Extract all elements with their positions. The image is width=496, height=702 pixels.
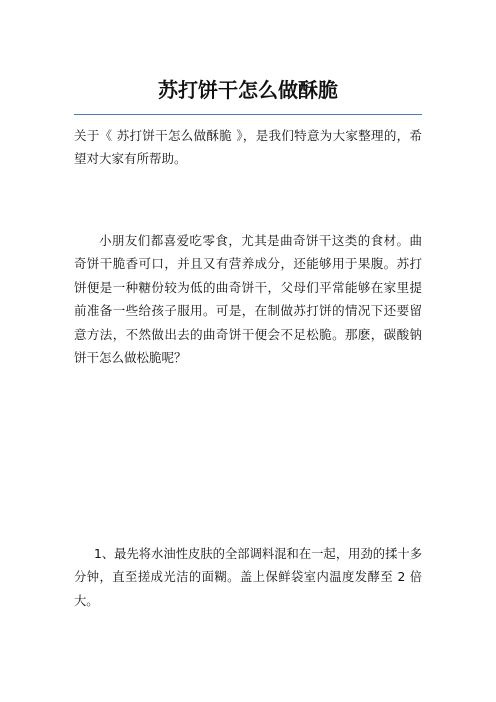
title-divider bbox=[74, 114, 422, 115]
step-paragraph: 1、最先将水油性皮肤的全部调料混和在一起，用劲的揉十多分钟，直至搓成光洁的面糊。盖上保鲜袋室内温度发酵至 2 倍大。 bbox=[74, 547, 422, 608]
body-paragraph: 小朋友们都喜爱吃零食，尤其是曲奇饼干这类的食材。曲奇饼干脆香可口，并且又有营养成分，还能够用于果腹。苏打饼便是一种糖份较为低的曲奇饼干，父母们平常能够在家里提前准备一些给孩子服用。可是，在制做苏打饼的情况下还要留意方法，不然做出去的曲奇饼干便会不足松脆。那麽，碳酸钠饼干怎么做松脆呢？ bbox=[74, 233, 422, 366]
intro-paragraph: 关于《 苏打饼干怎么做酥脆 》，是我们特意为大家整理的，希望对大家有所帮助。 bbox=[74, 128, 422, 167]
document-title: 苏打饼干怎么做酥脆 bbox=[158, 78, 338, 102]
